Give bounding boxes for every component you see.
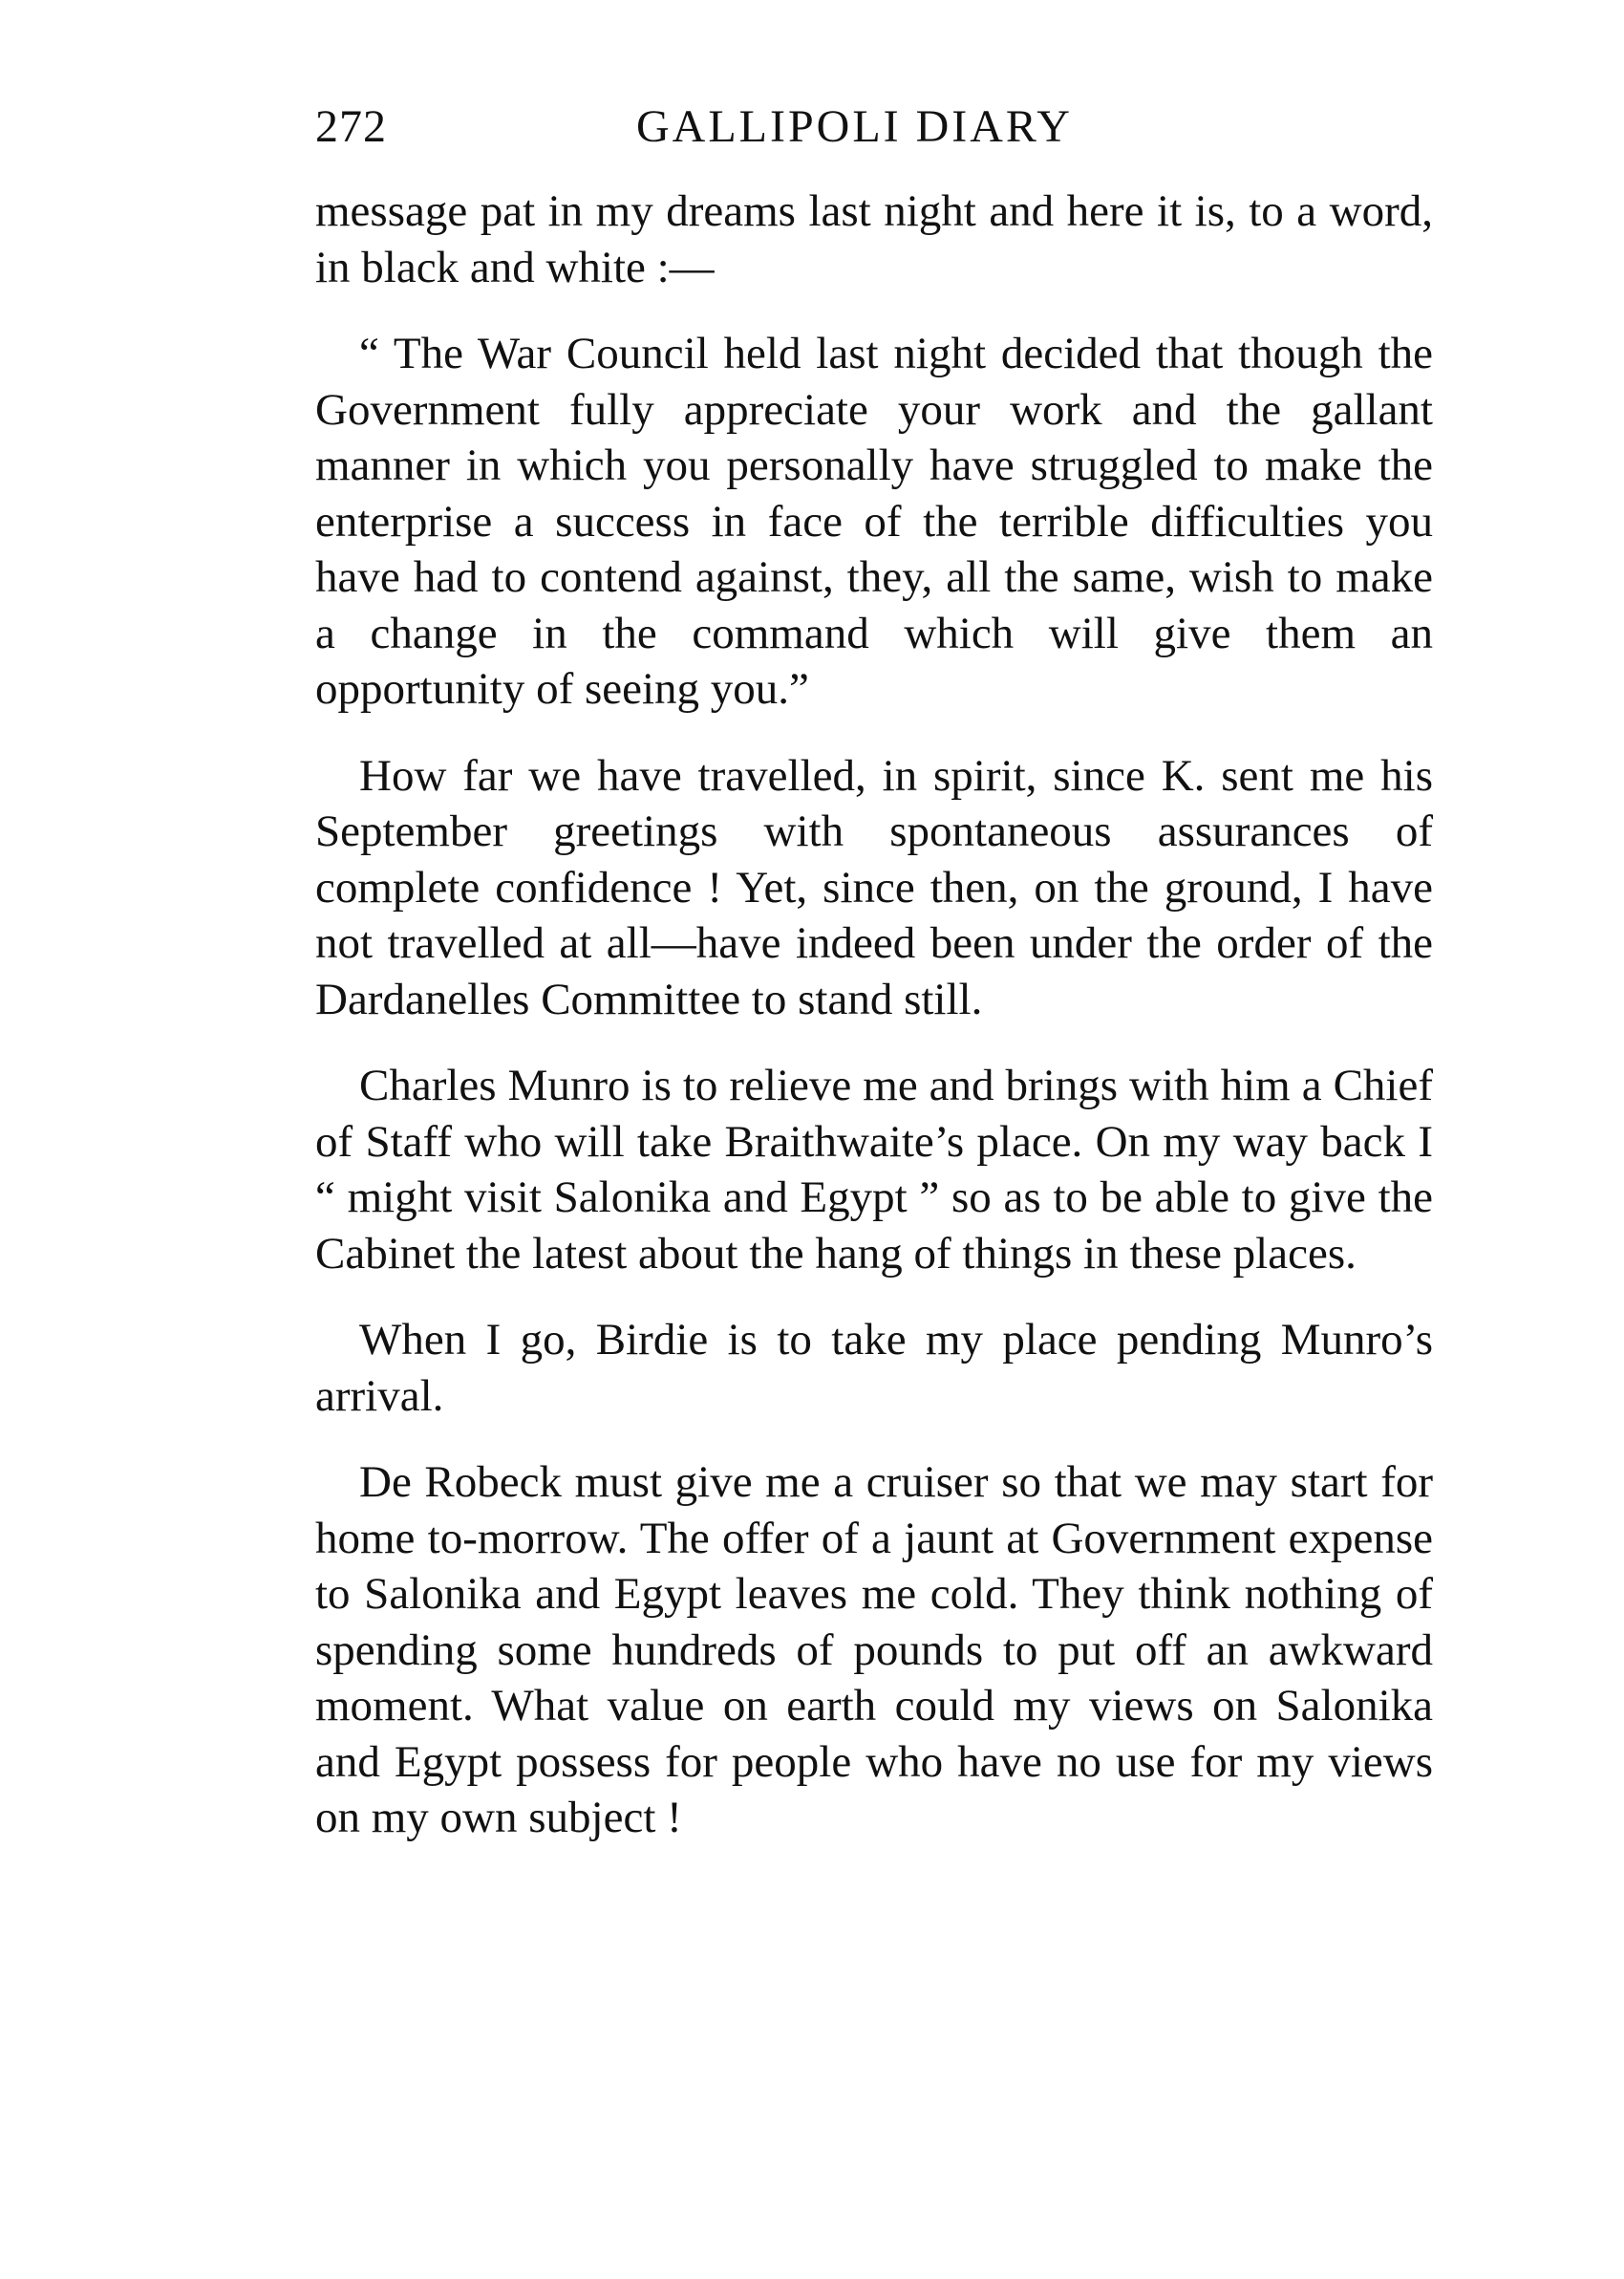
paragraph: How far we have travelled, in spirit, since K. sent me his September greetings with spontaneous assurances of complete confidence ! Yet, since then, on the ground, I have not travelled at all—have indeed been under the order of the Dardanelles Committee to stand still.	[315, 750, 1433, 1024]
paragraph-quoted-telegram: “ The War Council held last night decided that though the Government fully appreciate your work and the gallant manner in which you personally have struggled to make the enterprise a success in face of the terrible difficulties you have had to contend against, they, all the same, wish to make a change in the command which will give them an opportunity of seeing you.”	[315, 329, 1433, 714]
page-header	[315, 100, 1433, 167]
paragraph-continuation: message pat in my dreams last night and here it is, to a word, in black and white :—	[315, 186, 1433, 292]
body-text	[315, 183, 1433, 1846]
paragraph: De Robeck must give me a cruiser so that we may start for home to-morrow. The offer of a jaunt at Government expense to Salonika and Egypt leaves me cold. They think nothing of spending some hundreds of pounds to put off an awkward moment. What value on earth could my views on Salonika and Egypt possess for people who have no use for my views on my own subject !	[315, 1457, 1433, 1842]
paragraph-gap	[315, 1281, 1433, 1312]
paragraph-gap	[315, 1424, 1433, 1454]
paragraph-gap	[315, 1027, 1433, 1058]
paragraph: When I go, Birdie is to take my place pending Munro’s arrival.	[315, 1315, 1433, 1421]
running-title: GALLIPOLI DIARY	[636, 101, 1073, 152]
paragraph-gap	[315, 295, 1433, 326]
paragraph-gap	[315, 718, 1433, 748]
paragraph: Charles Munro is to relieve me and brings with him a Chief of Staff who will take Braithwaite’s place. On my way back I “ might visit Salonika and Egypt ” so as to be able to give the Cabinet the latest about the hang of things in these places.	[315, 1061, 1433, 1279]
page-number: 272	[315, 101, 387, 152]
